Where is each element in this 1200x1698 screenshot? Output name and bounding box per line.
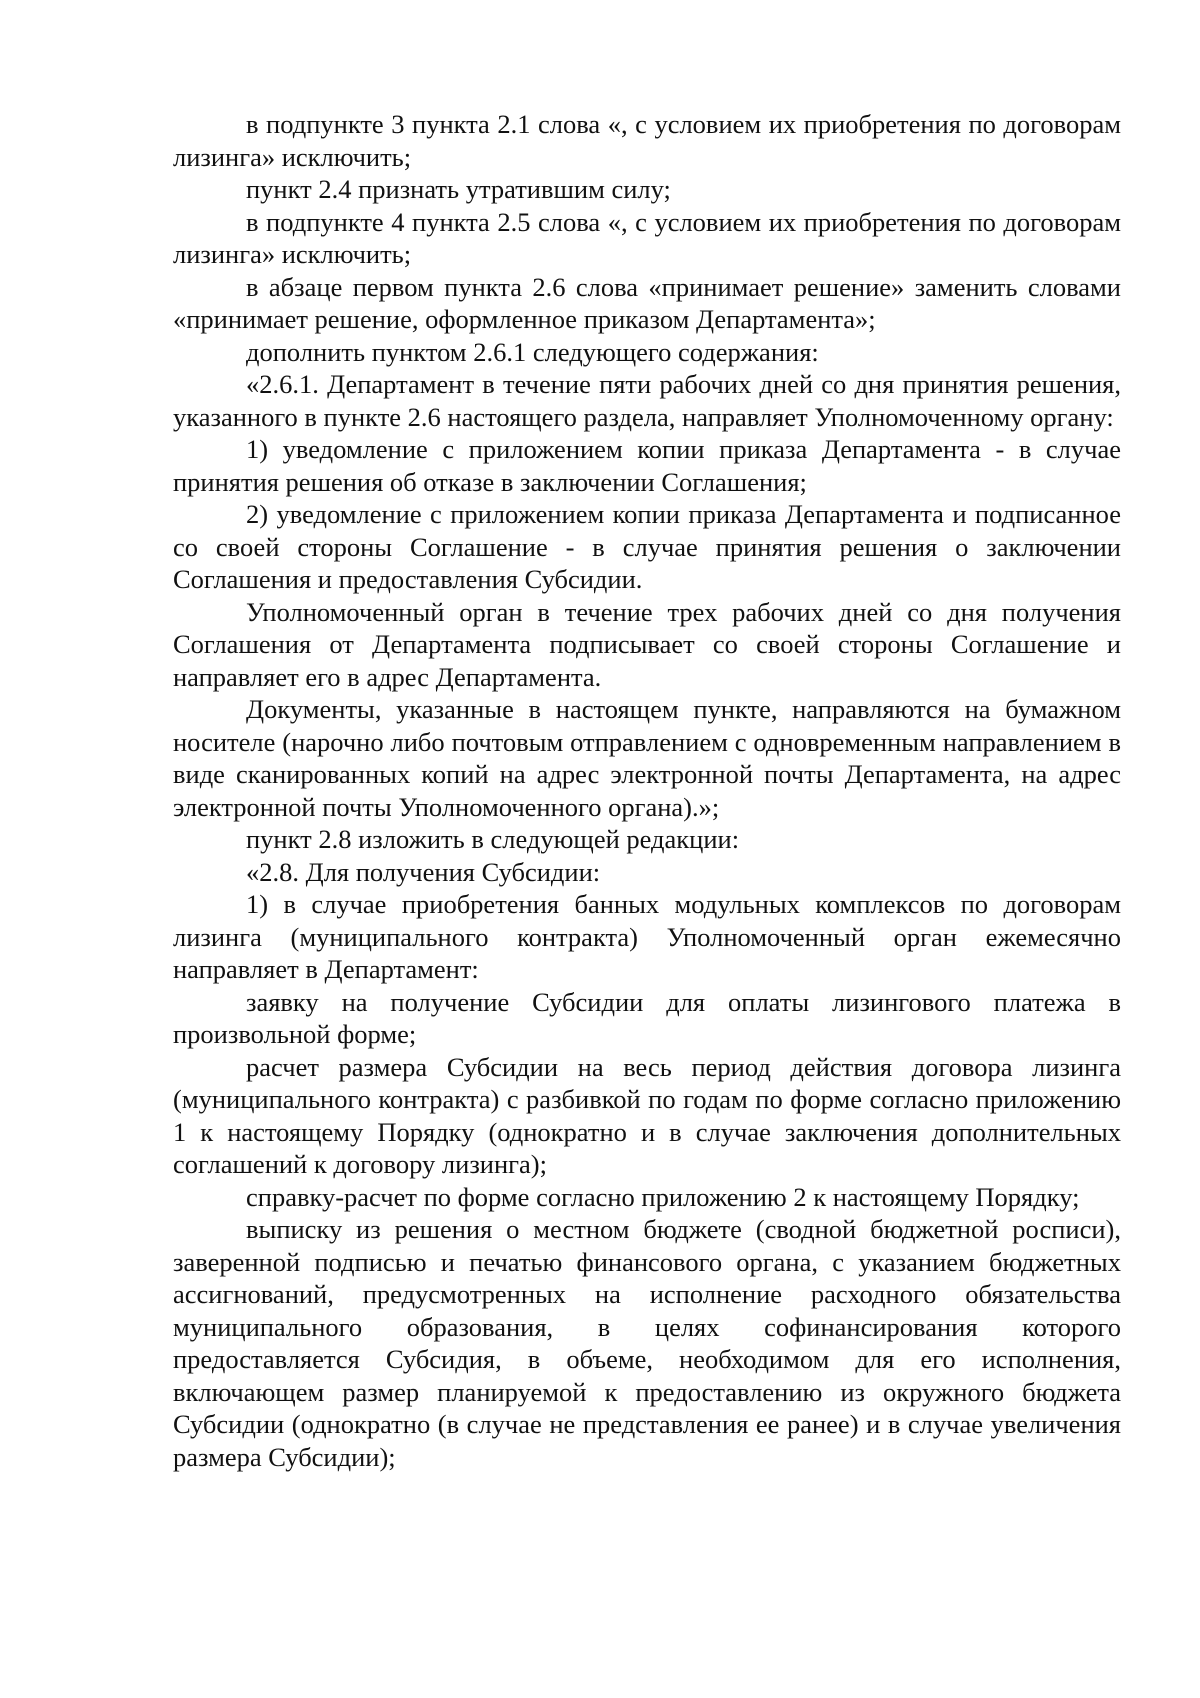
paragraph-2: пункт 2.4 признать утратившим силу;	[246, 174, 671, 204]
paragraph-1: в подпункте 3 пункта 2.1 слова «, с условием их приобретения по договорам лизинга» исключить;	[173, 109, 1121, 172]
paragraph-12: «2.8. Для получения Субсидии:	[246, 856, 601, 887]
paragraph-6: «2.6.1. Департамент в течение пяти рабочих дней со дня принятия решения, указанного в пункте 2.6 настоящего раздела, направляет Уполномоченному органу:	[173, 369, 1121, 432]
paragraph-5: дополнить пунктом 2.6.1 следующего содержания:	[246, 336, 819, 367]
paragraph-14: заявку на получение Субсидии для оплаты лизингового платежа в произвольной форме;	[173, 986, 1121, 1049]
document-page	[173, 108, 1121, 1473]
paragraph-15: расчет размера Субсидии на весь период действия договора лизинга (муниципального контракта) с разбивкой по годам по форме согласно приложению 1 к настоящему Порядку (однократно и в случае заключения дополнительных соглашений к договору лизинга);	[173, 1051, 1121, 1179]
paragraph-17: выписку из решения о местном бюджете (сводной бюджетной росписи), заверенной подписью и печатью финансового органа, с указанием бюджетных ассигнований, предусмотренных на исполнение расходного обязательства муниципального образования, в целях софинансирования которого предоставляется Субсидия, в объеме, необходимом для его исполнения, включающем размер планируемой к предоставлению из окружного бюджета Субсидии (однократно (в случае не представления ее ранее) и в случае увеличения размера Субсидии);	[173, 1214, 1121, 1472]
paragraph-11: пункт 2.8 изложить в следующей редакции:	[246, 824, 740, 854]
paragraph-4: в абзаце первом пункта 2.6 слова «принимает решение» заменить словами «принимает решение, оформленное приказом Департамента»;	[173, 271, 1121, 334]
paragraph-8: 2) уведомление с приложением копии приказа Департамента и подписанное со своей стороны Соглашение - в случае принятия решения о заключении Соглашения и предоставления Субсидии.	[173, 499, 1121, 594]
paragraph-9: Уполномоченный орган в течение трех рабочих дней со дня получения Соглашения от Департамента подписывает со своей стороны Соглашение и направляет его в адрес Департамента.	[173, 596, 1121, 692]
paragraph-3: в подпункте 4 пункта 2.5 слова «, с условием их приобретения по договорам лизинга» исключить;	[173, 206, 1121, 269]
paragraph-16: справку-расчет по форме согласно приложению 2 к настоящему Порядку;	[246, 1181, 1080, 1212]
paragraph-10: Документы, указанные в настоящем пункте, направляются на бумажном носителе (нарочно либо почтовым отправлением с одновременным направлением в виде сканированных копий на адрес электронной почты Департамента, на адрес электронной почты Уполномоченного органа).»;	[173, 694, 1121, 822]
paragraph-13: 1) в случае приобретения банных модульных комплексов по договорам лизинга (муниципального контракта) Уполномоченный орган ежемесячно направляет в Департамент:	[173, 889, 1121, 984]
paragraph-7: 1) уведомление с приложением копии приказа Департамента - в случае принятия решения об отказе в заключении Соглашения;	[173, 434, 1121, 497]
